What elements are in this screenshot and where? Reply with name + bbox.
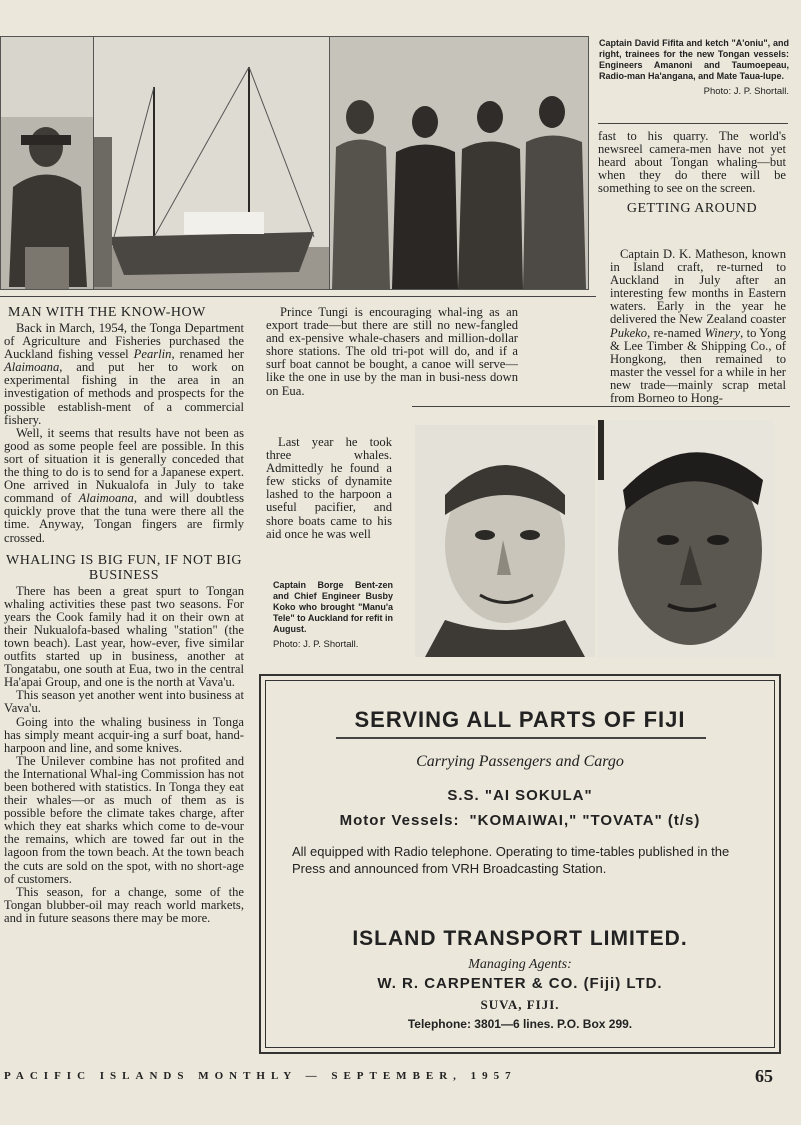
portrait-caption	[273, 580, 393, 650]
page-number: 65	[755, 1066, 773, 1086]
photo-captain-bentzen	[415, 425, 595, 657]
ad-ship: S.S. "AI SOKULA"	[447, 787, 593, 804]
whaling-p3: There has been a great spurt to Tongan whaling activities these past two seasons. For years the Cook family had it on their own at their Nukualofa-based whaling "station" (the town beach). Last year, how-ever, five similar outfits started up in business, another at Tongatabu, one south at Eua, two in the central Ha'apai Group, and one is the north at Vava'u.	[4, 583, 244, 690]
photo-engineer-koko	[598, 420, 774, 658]
whaling-p7: This season, for a change, some of the Tongan blubber-oil may reach world markets, and in future seasons there may be more.	[4, 884, 244, 925]
top-photo-caption-text: Captain David Fifita and ketch "A'oniu", and right, trainees for the new Tongan vessels: Engineers Amanoni and Taumoepeau, Radio-man Ha'angana, and Mate Taua-lupe.	[599, 38, 789, 81]
ad-agent: W. R. CARPENTER & CO. (Fiji) LTD.	[377, 975, 663, 992]
pukeko-name: Pukeko	[610, 325, 648, 340]
left-column: MAN WITH THE KNOW-HOW Back in March, 1954, the Tonga Department of Agriculture and Fisheries purchased the Auckland fishing vessel Pearlin, renamed her Alaimoana, and put her to work on experimental fishing in the area in an investigation of methods and prospects for the possible establish-ment of a commercial fishery. Well, it seems that results have not been as good as some people feel are possible. In this sort of situation it is generally conceded that the thing to do is to send for a Japanese expert. One arrived in Nukualofa in July to take command of Alaimoana, and will doubtless quickly prove that the tuna were there all the time. Anyway, Tongan fingers are firmly crossed. WHALING IS BIG FUN, IF NOT BIG BUSINESS There has been a great spurt to Tongan whaling activities these past two seasons. For years the Cook family had it on their own at their Nukualofa-based whaling "station" (the town beach). Last year, how-ever, five similar outfits started up in business, another at Tongatabu, one south at Eua, two in the central Ha'apai Group, and one is the north at Vava'u. This season yet another went into business at Vava'u. Going into the whaling business in Tonga has simply meant acquir-ing a surf boat, hand-harpoon and line, and some knives. The Unilever combine has not profited and the International Whal-ing Commission has not been bothered with statistics. In Tonga they eat their whales—or as much of them as is possible before the climate takes charge, after which they eat sharks which come to de-vour the remains, which are towed far out in the lagoon from the town beach. At the town beach the cuts are sold on the spot, with no short-age of customers. This season, for a change, some of the Tongan blubber-oil may reach world markets, and in future seasons there may be more.	[4, 305, 244, 925]
getting-around-heading: GETTING AROUND	[626, 201, 758, 217]
whaling-p4: This season yet another went into business at Vava'u.	[4, 688, 244, 716]
newsreel-paragraph: fast to his quarry. The world's newsreel camera-men have not yet heard about Tongan whaling—but when they do there will be something to see on the screen.	[598, 129, 786, 196]
know-how-heading: MAN WITH THE KNOW-HOW	[8, 305, 206, 320]
top-photo-caption	[599, 38, 789, 97]
ad-headline-rule	[336, 737, 706, 739]
portrait-caption-text: Captain Borge Bent-zen and Chief Engineer Busby Koko who brought "Manu'a Tele" to Auckland for refit in August.	[273, 580, 393, 634]
whaling-p5: Going into the whaling business in Tonga has simply meant acquir-ing a surf boat, hand-harpoon and line, and some knives.	[4, 714, 244, 755]
getting-around-text: Captain D. K. Matheson, known in Island craft, re-turned to Auckland in July after an interesting few months in Eastern waters. Early in the year he delivered the New Zealand coaster Pukeko, re-named Winery, to Yong & Lee Timber & Shipping Co., of Hongkong, then remained to master the vessel for a while in her new trade—mainly scrap metal from Borneo to Hong-	[610, 247, 786, 406]
caption-divider	[598, 123, 788, 124]
winery-name: Winery	[704, 325, 741, 340]
middle-column-top	[266, 306, 518, 398]
mid-rule	[412, 406, 790, 407]
ad-tagline: Carrying Passengers and Cargo	[416, 753, 624, 770]
advertisement-island-transport	[259, 674, 781, 1054]
photo-ketch-aoniu	[93, 36, 330, 290]
ad-equipped: All equipped with Radio telephone. Operating to time-tables published in the Press and announced from VRH Broadcasting Station.	[292, 844, 730, 876]
photo-strip-rule	[0, 296, 596, 297]
eua-paragraph: Last year he took three whales. Admittedly he found a few sticks of dynamite lashed to the harpoon a useful pacifier, and shore boats came to his aid once he was well	[266, 435, 392, 541]
ad-headline: SERVING ALL PARTS OF FIJI	[354, 707, 686, 732]
top-photo-credit: Photo: J. P. Shortall.	[703, 86, 789, 97]
tungi-paragraph: Prince Tungi is encouraging whal-ing as an export trade—but there are still no new-fangled and ex-pensive whale-chasers and million-dollar shore stations. The old tri-pot will do, and if a surf boat cannot be bought, a canoe will serve—like the one in use by the man in busi-ness down on Eua.	[266, 305, 518, 398]
matheson-text-a: Captain D. K. Matheson, known in Island craft, re-turned to Auckland in July after an interesting few months in Eastern waters. Early in the year he delivered the New Zealand coaster	[610, 247, 786, 327]
whaling-heading: WHALING IS BIG FUN, IF NOT BIG BUSINESS	[5, 552, 242, 583]
whaling-p6: The Unilever combine has not profited and the International Whal-ing Commission has not been bothered with statistics. In Tonga they eat their whales—or as much of them as is possible before the climate takes charge, after which they eat sharks which come to de-vour the remains, which are towed far out in the lagoon from the town beach. At the town beach the cuts are sold on the spot, with no short-age of customers.	[4, 753, 244, 886]
page-footer: PACIFIC ISLANDS MONTHLY — SEPTEMBER, 1957	[4, 1070, 517, 1082]
portrait-credit: Photo: J. P. Shortall.	[273, 639, 359, 650]
ad-telephone: Telephone: 3801—6 lines. P.O. Box 299.	[407, 1017, 633, 1031]
right-column-upper	[598, 130, 786, 218]
ad-motor-label: Motor Vessels:	[339, 812, 460, 829]
ad-motor-vessels	[266, 812, 774, 829]
ad-motor-names: "KOMAIWAI," "TOVATA" (t/s)	[469, 812, 701, 829]
photo-captain-fifita	[0, 36, 94, 290]
ad-agents-label: Managing Agents:	[468, 957, 572, 972]
ad-city: SUVA, FIJI.	[480, 997, 560, 1012]
ad-company: ISLAND TRANSPORT LIMITED.	[352, 927, 688, 950]
middle-column-lower	[266, 436, 392, 541]
